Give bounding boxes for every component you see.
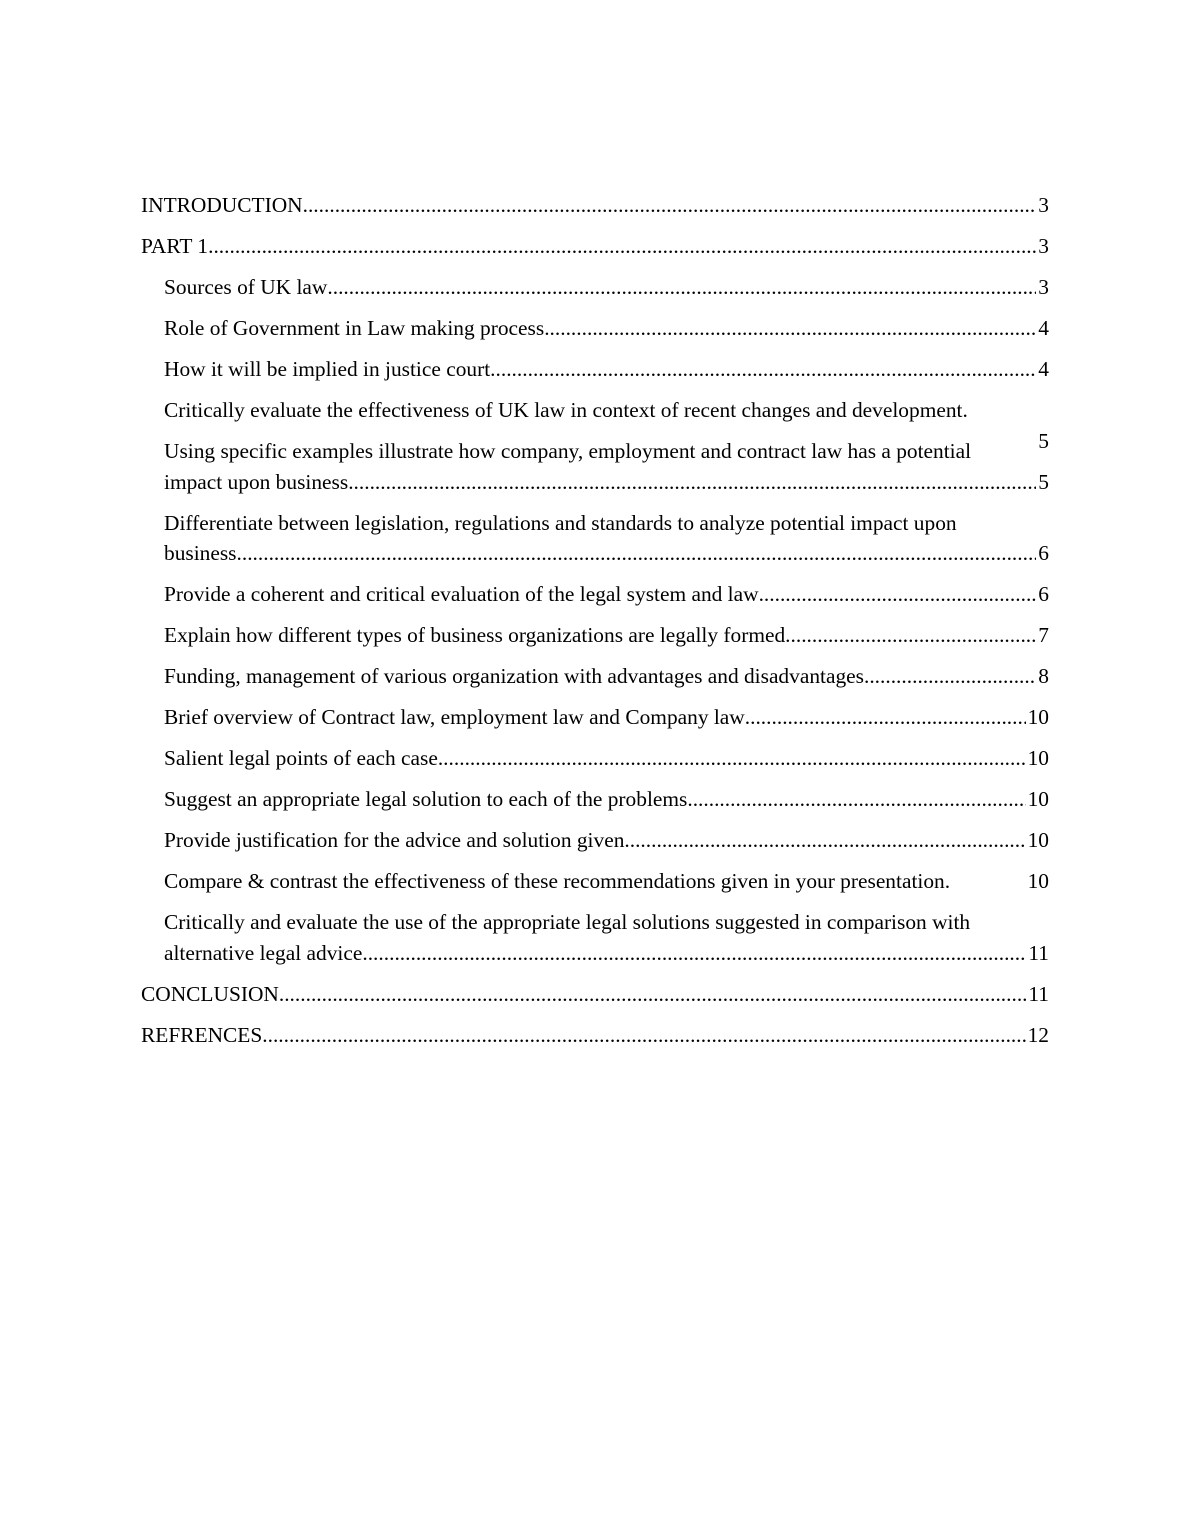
toc-entry-title: Compare & contrast the effectiveness of these recommendations given in your presentation. — [164, 869, 951, 893]
toc-entry-references[interactable] — [141, 1020, 1049, 1051]
toc-entry-justification[interactable] — [141, 825, 1049, 856]
toc-entry-specific-examples[interactable] — [141, 436, 1049, 497]
toc-entry-title: Critically and evaluate the use of the appropriate legal solutions suggested in comparison with — [164, 910, 971, 934]
toc-entry-critically-evaluate-solutions[interactable] — [141, 907, 1049, 968]
toc-entry-title: Provide justification for the advice and solution given ..... — [164, 828, 624, 852]
toc-page-number: 10 — [1026, 702, 1049, 733]
toc-entry-title: REFRENCES ..... — [141, 1023, 262, 1047]
toc-page-number: 10 — [1026, 784, 1049, 815]
toc-entry-title-continued: alternative legal advice ..... — [164, 941, 362, 965]
toc-entry-title: Funding, management of various organization with advantages and disadvantages ..... — [164, 664, 864, 688]
toc-entry-justice-court[interactable] — [141, 354, 1049, 385]
toc-entry-title: Sources of UK law ..... — [164, 275, 327, 299]
toc-page-number: 12 — [1026, 1020, 1049, 1051]
toc-entry-title-continued: impact upon business ..... — [164, 470, 348, 494]
toc-page-number: 6 — [1036, 579, 1049, 610]
toc-entry-coherent-evaluation[interactable] — [141, 579, 1049, 610]
toc-entry-title: Explain how different types of business organizations are legally formed ..... — [164, 623, 785, 647]
toc-entry-title-continued: business ..... — [164, 541, 237, 565]
toc-page-number: 5 — [1036, 426, 1049, 457]
toc-entry-business-organizations[interactable] — [141, 620, 1049, 651]
toc-entry-compare-contrast[interactable] — [141, 866, 1049, 897]
toc-page-number: 11 — [1026, 938, 1049, 969]
toc-page-number: 6 — [1036, 538, 1049, 569]
toc-entry-title: Using specific examples illustrate how company, employment and contract law has a potential — [164, 439, 972, 463]
toc-page-number: 5 — [1036, 467, 1049, 498]
toc-page-number: 10 — [1026, 866, 1049, 897]
toc-entry-title: Critically evaluate the effectiveness of UK law in context of recent changes and development. — [164, 398, 968, 422]
toc-entry-conclusion[interactable] — [141, 979, 1049, 1010]
toc-entry-part-1[interactable] — [141, 231, 1049, 262]
toc-page-number: 8 — [1036, 661, 1049, 692]
toc-page-number: 7 — [1036, 620, 1049, 651]
toc-entry-salient-legal-points[interactable] — [141, 743, 1049, 774]
toc-entry-title: Role of Government in Law making process ..... — [164, 316, 544, 340]
toc-entry-funding-management[interactable] — [141, 661, 1049, 692]
toc-page-number: 3 — [1036, 231, 1049, 262]
toc-entry-title: Differentiate between legislation, regulations and standards to analyze potential impact upon — [164, 510, 957, 535]
toc-entry-role-of-government[interactable] — [141, 313, 1049, 344]
toc-entry-title: INTRODUCTION ..... — [141, 193, 303, 217]
toc-entry-title: Salient legal points of each case ..... — [164, 746, 438, 770]
toc-entry-brief-overview[interactable] — [141, 702, 1049, 733]
toc-entry-differentiate-legislation[interactable] — [141, 508, 1049, 569]
toc-page-number: 10 — [1026, 743, 1049, 774]
toc-entry-suggest-legal-solution[interactable] — [141, 784, 1049, 815]
toc-entry-title: Suggest an appropriate legal solution to each of the problems ..... — [164, 787, 687, 811]
toc-page-number: 4 — [1036, 313, 1049, 344]
toc-page-number: 4 — [1036, 354, 1049, 385]
table-of-contents — [141, 190, 1049, 1061]
toc-entry-title: PART 1 ..... — [141, 234, 208, 258]
toc-entry-title: Provide a coherent and critical evaluation of the legal system and law ..... — [164, 582, 759, 606]
toc-entry-title: How it will be implied in justice court ..... — [164, 357, 490, 381]
toc-entry-sources-of-uk-law[interactable] — [141, 272, 1049, 303]
toc-entry-title: Brief overview of Contract law, employment law and Company law ..... — [164, 705, 745, 729]
toc-page-number: 3 — [1036, 190, 1049, 221]
toc-entry-title: CONCLUSION ..... — [141, 982, 279, 1006]
toc-page-number: 10 — [1026, 825, 1049, 856]
toc-entry-introduction[interactable] — [141, 190, 1049, 221]
toc-page-number: 3 — [1036, 272, 1049, 303]
toc-page-number: 11 — [1026, 979, 1049, 1010]
